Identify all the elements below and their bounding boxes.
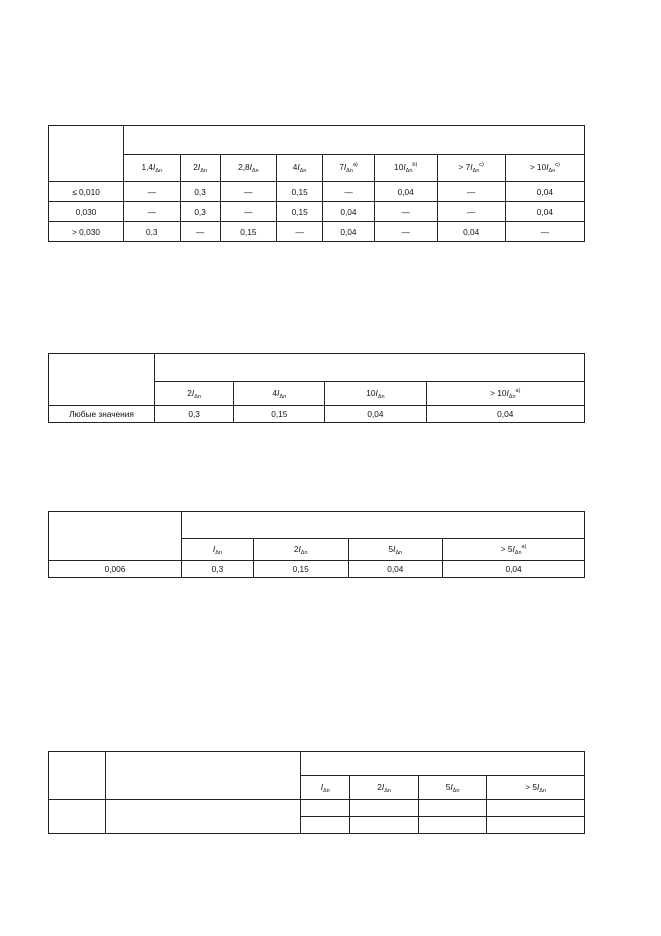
table5-row2-label bbox=[106, 817, 301, 834]
table-cell: 0,15 bbox=[277, 202, 323, 222]
column-header: $5I_{\Delta n}$ bbox=[348, 539, 443, 561]
column-header: $1,4I_{\Delta n}$ bbox=[124, 155, 181, 182]
table-cell: — bbox=[374, 222, 437, 242]
table-cell: 0,04 bbox=[325, 406, 426, 423]
column-header: > $5I_{\Delta n}$ bbox=[487, 776, 585, 800]
column-header: > $5I_{\Delta n}^{a)}$ bbox=[443, 539, 585, 561]
column-header: $10I_{\Delta n}$ bbox=[325, 382, 426, 406]
column-header: $2,8I_{\Delta n}$ bbox=[220, 155, 277, 182]
column-header: $I_{\Delta n}$ bbox=[301, 776, 350, 800]
table5 bbox=[48, 751, 585, 834]
table-cell: 0,3 bbox=[180, 202, 220, 222]
column-header: $7I_{\Delta n}^{a)}$ bbox=[323, 155, 375, 182]
table-row bbox=[49, 182, 585, 202]
table5-col-group bbox=[301, 752, 585, 776]
column-header: > $7I_{\Delta n}^{c)}$ bbox=[437, 155, 505, 182]
table-cell: — bbox=[220, 202, 277, 222]
table-cell: — bbox=[220, 182, 277, 202]
table4 bbox=[48, 511, 585, 578]
table-cell: 0,15 bbox=[234, 406, 325, 423]
table4-row-header bbox=[49, 512, 182, 561]
table-cell: 0,3 bbox=[124, 222, 181, 242]
column-header: $4I_{\Delta n}$ bbox=[234, 382, 325, 406]
table-cell: — bbox=[124, 202, 181, 222]
table-cell: 0,04 bbox=[374, 182, 437, 202]
table2 bbox=[48, 125, 585, 242]
table-cell: 0,04 bbox=[437, 222, 505, 242]
table5-row1-label bbox=[106, 800, 301, 817]
table3 bbox=[48, 353, 585, 423]
table2-col-group bbox=[124, 126, 585, 155]
table5-cell bbox=[301, 817, 350, 834]
table-cell: 0,04 bbox=[426, 406, 584, 423]
table-row bbox=[49, 406, 585, 423]
table-cell: 0,04 bbox=[505, 202, 584, 222]
table-row bbox=[49, 202, 585, 222]
table-cell: 0,15 bbox=[220, 222, 277, 242]
column-header: $2I_{\Delta n}$ bbox=[253, 539, 348, 561]
column-header: $10I_{\Delta n}^{b)}$ bbox=[374, 155, 437, 182]
table5-nominal-header bbox=[49, 752, 106, 800]
table5-cell bbox=[301, 800, 350, 817]
table5-cell bbox=[350, 800, 418, 817]
table-cell: 0,04 bbox=[323, 222, 375, 242]
table5-cell bbox=[487, 817, 585, 834]
column-header: > $10I_{\Delta n}^{a)}$ bbox=[426, 382, 584, 406]
row-label: 0,030 bbox=[49, 202, 124, 222]
table-cell: — bbox=[180, 222, 220, 242]
table-cell: — bbox=[437, 202, 505, 222]
table-cell: — bbox=[124, 182, 181, 202]
table3-col-group bbox=[155, 354, 585, 382]
table-cell: 0,15 bbox=[277, 182, 323, 202]
table-cell: 0,15 bbox=[253, 561, 348, 578]
row-label: Любые значения bbox=[49, 406, 155, 423]
table5-cell bbox=[418, 800, 486, 817]
table5-empty-header bbox=[106, 752, 301, 800]
table-cell: 0,04 bbox=[443, 561, 585, 578]
table-cell: 0,04 bbox=[505, 182, 584, 202]
table-cell: — bbox=[323, 182, 375, 202]
table-cell: 0,3 bbox=[155, 406, 234, 423]
table-cell: 0,3 bbox=[180, 182, 220, 202]
table-cell: 0,3 bbox=[182, 561, 254, 578]
table-cell: 0,04 bbox=[323, 202, 375, 222]
table5-cell bbox=[487, 800, 585, 817]
column-header: > $10I_{\Delta n}^{c)}$ bbox=[505, 155, 584, 182]
table-row bbox=[49, 561, 585, 578]
table5-cell bbox=[418, 817, 486, 834]
column-header: $5I_{\Delta n}$ bbox=[418, 776, 486, 800]
row-label: > 0,030 bbox=[49, 222, 124, 242]
table-cell: — bbox=[277, 222, 323, 242]
column-header: $2I_{\Delta n}$ bbox=[350, 776, 418, 800]
table-cell: — bbox=[374, 202, 437, 222]
table3-row-header bbox=[49, 354, 155, 406]
table-cell: 0,04 bbox=[348, 561, 443, 578]
table2-row-header bbox=[49, 126, 124, 182]
row-label: 0,006 bbox=[49, 561, 182, 578]
table5-delay bbox=[49, 800, 106, 834]
column-header: $4I_{\Delta n}$ bbox=[277, 155, 323, 182]
table5-cell bbox=[350, 817, 418, 834]
table-cell: — bbox=[505, 222, 584, 242]
row-label: ≤ 0,010 bbox=[49, 182, 124, 202]
column-header: $2I_{\Delta n}$ bbox=[180, 155, 220, 182]
column-header: $2I_{\Delta n}$ bbox=[155, 382, 234, 406]
table-cell: — bbox=[437, 182, 505, 202]
table-row bbox=[49, 222, 585, 242]
table4-col-group bbox=[182, 512, 585, 539]
column-header: $I_{\Delta n}$ bbox=[182, 539, 254, 561]
